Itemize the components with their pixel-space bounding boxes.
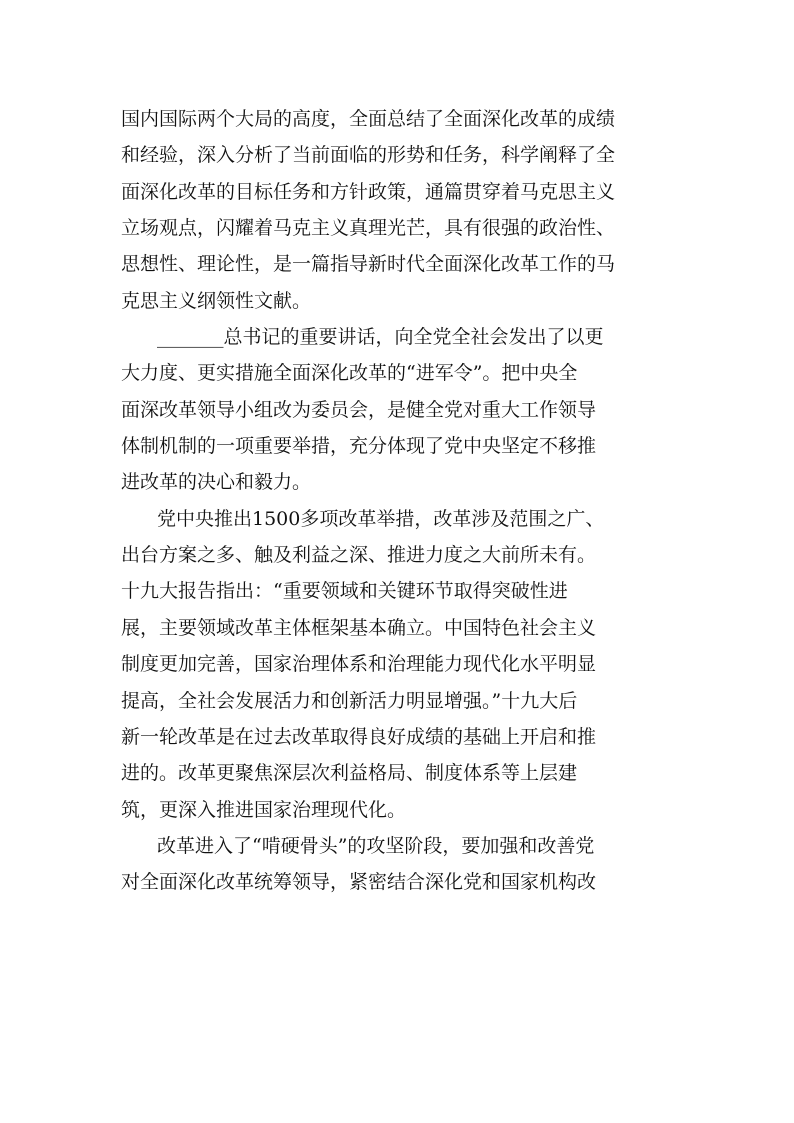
text-line: 进改革的决心和毅力。 [121, 471, 312, 494]
paragraph [121, 828, 681, 901]
text-line: 提高，全社会发展活力和创新活力明显增强。”十九大后 [121, 689, 578, 712]
text-line: 面深化改革的目标任务和方针政策，通篇贯穿着马克思主义 [121, 180, 616, 203]
text-line: 新一轮改革是在过去改革取得良好成绩的基础上开启和推 [121, 725, 597, 748]
document-body [121, 101, 681, 901]
text-line: 筑，更深入推进国家治理现代化。 [121, 798, 407, 821]
text-line: 国内国际两个大局的高度，全面总结了全面深化改革的成绩 [121, 108, 616, 130]
text-line: 进的。改革更聚焦深层次利益格局、制度体系等上层建 [121, 762, 578, 785]
text-line: 立场观点，闪耀着马克主义真理光芒，具有很强的政治性、 [121, 217, 616, 240]
text-line: 制度更加完善，国家治理体系和治理能力现代化水平明显 [121, 653, 597, 676]
paragraph [121, 319, 681, 501]
text-line: 克思主义纲领性文献。 [121, 289, 312, 312]
text-line: 和经验，深入分析了当前面临的形势和任务，科学阐释了全 [121, 144, 616, 167]
paragraph [121, 101, 681, 319]
text-line: 体制机制的一项重要举措，充分体现了党中央坚定不移推 [121, 435, 597, 458]
text-line: 大力度、更实措施全面深化改革的“进军令”。把中央全 [121, 362, 578, 385]
text-line: _______总书记的重要讲话，向全党全社会发出了以更 [157, 326, 604, 349]
text-line: 十九大报告指出：“重要领域和关键环节取得突破性进 [121, 580, 568, 603]
text-line: 对全面深化改革统筹领导，紧密结合深化党和国家机构改 [121, 871, 597, 894]
text-line: 面深改革领导小组改为委员会，是健全党对重大工作领导 [121, 398, 597, 421]
text-line: 思想性、理论性，是一篇指导新时代全面深化改革工作的马 [121, 253, 616, 276]
text-line: 党中央推出1500多项改革举措，改革涉及范围之广、 [157, 507, 605, 530]
text-line: 展，主要领域改革主体框架基本确立。中国特色社会主义 [121, 616, 597, 639]
text-line: 出台方案之多、触及利益之深、推进力度之大前所未有。 [121, 544, 597, 567]
text-line: 改革进入了“啃硬骨头”的攻坚阶段，要加强和改善党 [157, 834, 595, 857]
paragraph [121, 501, 681, 828]
